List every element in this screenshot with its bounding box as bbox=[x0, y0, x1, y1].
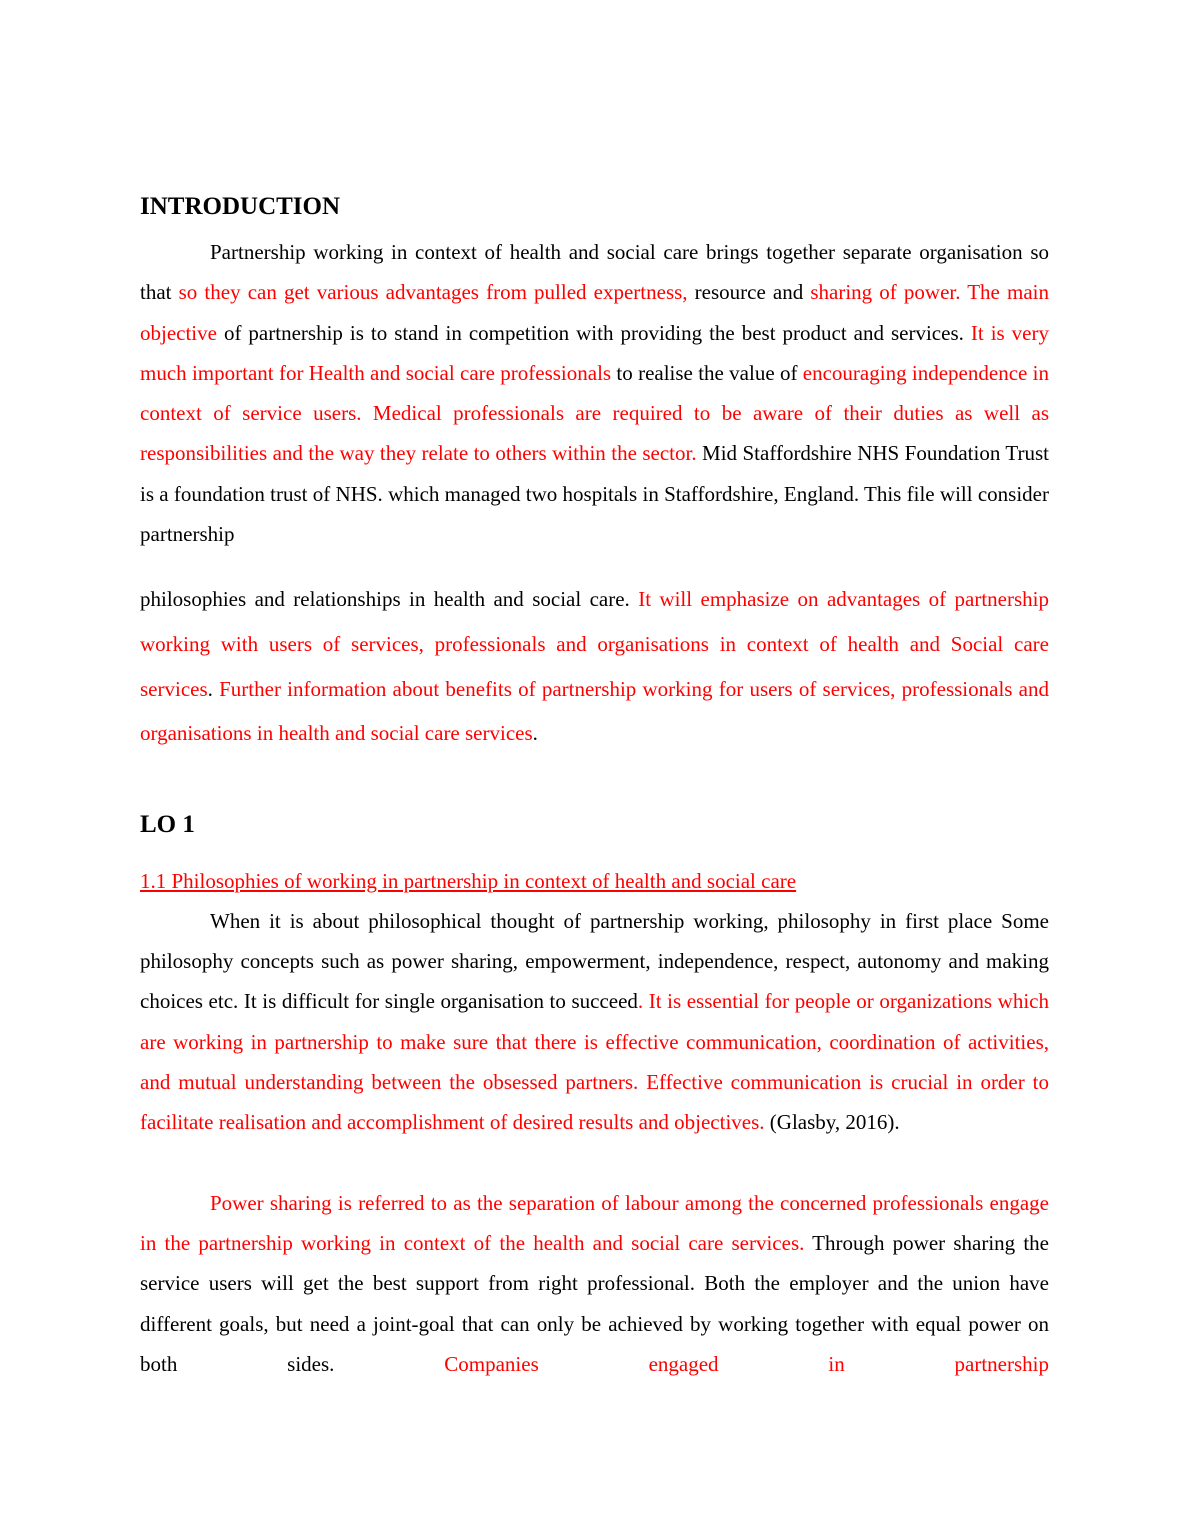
lo1-subheading: 1.1 Philosophies of working in partnership in context of health and social care bbox=[140, 869, 797, 893]
introduction-paragraph-2 bbox=[140, 577, 1049, 756]
text-run: encouraging independence in context of service users. Medical professionals are required to be aware of their duties as well as responsibilities and the way they relate to others within the sector. bbox=[140, 360, 1049, 466]
text-run: Partnership working in context of health and social care brings together separate organisation so that bbox=[140, 240, 1049, 305]
introduction-paragraph-1 bbox=[140, 232, 1049, 554]
document-page bbox=[140, 0, 1049, 1540]
text-run: of partnership is to stand in competition with providing the best product and services. bbox=[216, 320, 971, 345]
text-run: Companies engaged in partnership bbox=[444, 1351, 1049, 1376]
text-run: (Glasby, 2016). bbox=[764, 1110, 900, 1135]
text-run: Power sharing is referred to as the separation of labour among the concerned professionals engage in the partnership working in context of the health and social care services. bbox=[140, 1191, 1049, 1256]
text-run: It will emphasize on advantages of partnership working with users of services, professionals and organisations in context of health and Social care services bbox=[140, 587, 1050, 701]
text-run: . bbox=[532, 721, 538, 746]
text-run: Mid Staffordshire NHS Foundation Trust is a foundation trust of NHS. which managed two hospitals in Staffordshire, England. This file will consider partnership bbox=[140, 441, 1049, 547]
text-run: . It is essential for people or organizations which are working in partnership to make sure that there is effective communication, coordination of activities, and mutual understanding between the obsessed partners. Effective communication is crucial in order to facilitate realisation and accomplishment of desired results and objectives. bbox=[140, 989, 1049, 1135]
introduction-heading: INTRODUCTION bbox=[140, 193, 341, 220]
text-run: so they can get various advantages from pulled expertness, bbox=[178, 280, 688, 305]
text-run: to realise the value of bbox=[611, 360, 803, 385]
lo1-paragraph-1 bbox=[140, 901, 1049, 1142]
text-run: Further information about benefits of partnership working for users of services, professionals and organisations in health and social care services bbox=[140, 676, 1050, 746]
lo1-paragraph-2 bbox=[140, 1183, 1049, 1384]
lo1-heading: LO 1 bbox=[140, 811, 195, 838]
text-run: sharing of power. The main objective bbox=[140, 280, 1049, 345]
text-run: Through power sharing the service users will get the best support from right professional. Both the employer and the union have different goals, but need a joint-goal that can only be achieved by working together with equal power on both sides. bbox=[140, 1231, 1049, 1376]
text-run: It is very much important for Health and social care professionals bbox=[140, 320, 1049, 385]
text-run: When it is about philosophical thought of partnership working, philosophy in first place Some philosophy concepts such as power sharing, empowerment, independence, respect, autonomy and making choices etc. It is difficult for single organisation to succeed bbox=[140, 909, 1049, 1014]
text-run: . bbox=[207, 676, 220, 701]
text-run: resource and bbox=[687, 280, 811, 305]
text-run: philosophies and relationships in health and social care. bbox=[140, 587, 639, 611]
